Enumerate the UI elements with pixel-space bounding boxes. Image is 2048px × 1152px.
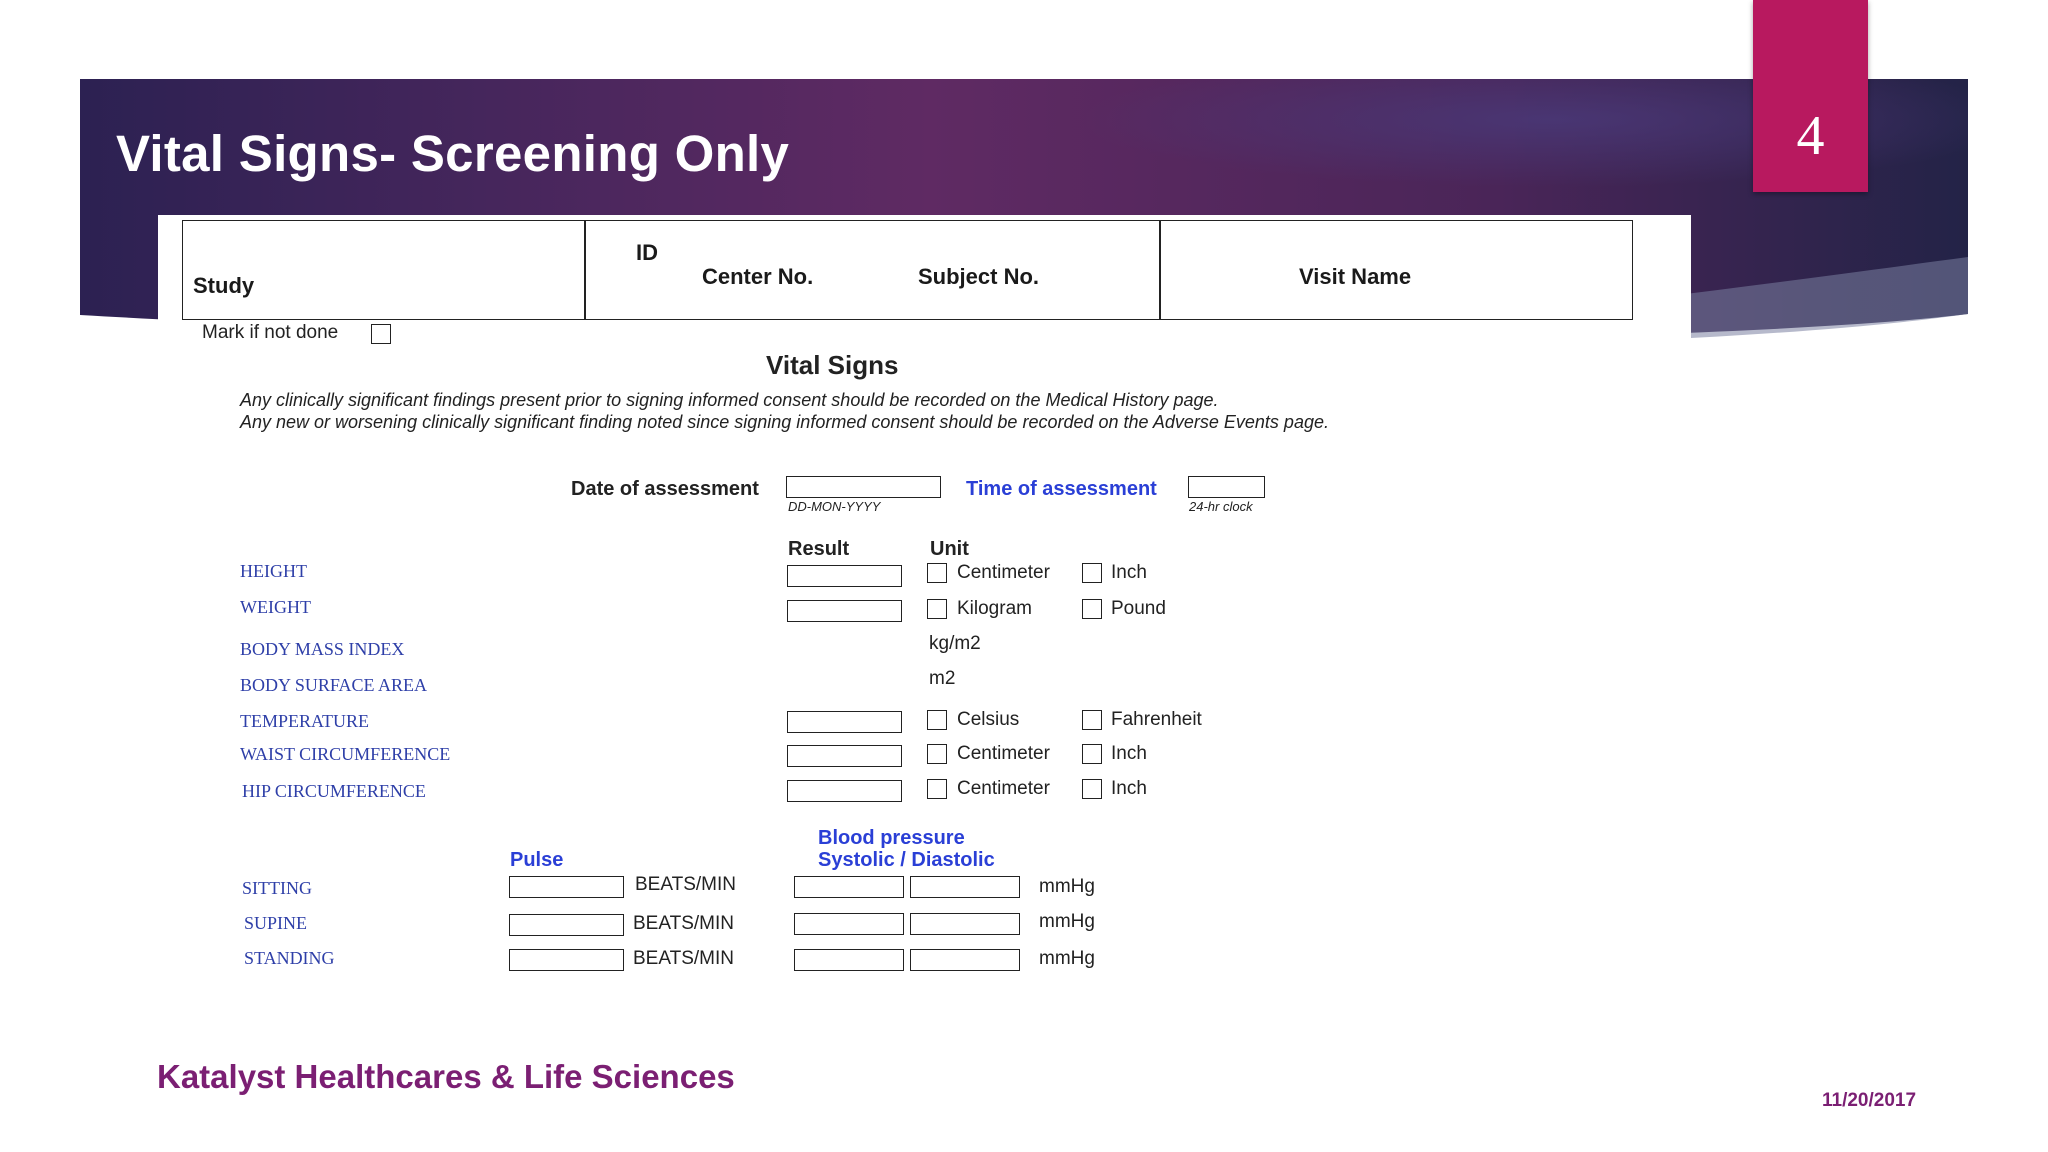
hip-inch-checkbox[interactable] <box>1082 779 1102 799</box>
position-label: SUPINE <box>244 913 308 933</box>
pulse-unit: BEATS/MIN <box>635 874 736 895</box>
supine-diastolic-input[interactable] <box>910 913 1020 935</box>
measurement-label: HIP CIRCUMFERENCE <box>242 781 426 801</box>
pulse-header: Pulse <box>510 849 564 871</box>
weight-pound-checkbox[interactable] <box>1082 599 1102 619</box>
supine-systolic-input[interactable] <box>794 913 904 935</box>
waist-inch-checkbox[interactable] <box>1082 744 1102 764</box>
position-label: STANDING <box>244 948 335 968</box>
bp-header-line2: Systolic / Diastolic <box>818 849 995 871</box>
bp-unit: mmHg <box>1039 911 1095 932</box>
footer-date: 11/20/2017 <box>1822 1090 1917 1111</box>
measurement-label: BODY SURFACE AREA <box>240 675 428 695</box>
measurement-label: HEIGHT <box>240 561 307 581</box>
measurement-label: TEMPERATURE <box>240 711 370 731</box>
header-divider <box>584 220 586 320</box>
instruction-line-2: Any new or worsening clinically significant finding noted since signing informed consent should be recorded on the Adverse Events page. <box>240 412 1329 432</box>
header-divider <box>1159 220 1161 320</box>
subject-no-label: Subject No. <box>918 264 1040 289</box>
pulse-unit: BEATS/MIN <box>633 948 734 969</box>
bp-unit: mmHg <box>1039 948 1095 969</box>
bp-unit: mmHg <box>1039 876 1095 897</box>
vital-signs-form <box>158 215 1691 1005</box>
measurement-label: WEIGHT <box>240 597 311 617</box>
sitting-pulse-input[interactable] <box>509 876 624 898</box>
measurement-label: BODY MASS INDEX <box>240 639 405 659</box>
unit-option-label: Kilogram <box>957 598 1032 619</box>
unit-option-label: Centimeter <box>957 743 1050 764</box>
date-input[interactable] <box>786 476 941 498</box>
slide-number: 4 <box>1796 105 1825 167</box>
temperature-celsius-checkbox[interactable] <box>927 710 947 730</box>
unit-option-label: Inch <box>1111 743 1147 764</box>
instruction-line-1: Any clinically significant findings present prior to signing informed consent should be recorded on the Medical History page. <box>240 390 1219 410</box>
standing-systolic-input[interactable] <box>794 949 904 971</box>
temperature-fahrenheit-checkbox[interactable] <box>1082 710 1102 730</box>
bsa-unit: m2 <box>929 668 956 689</box>
date-label: Date of assessment <box>571 478 759 500</box>
result-header: Result <box>788 538 850 560</box>
hip-centimeter-checkbox[interactable] <box>927 779 947 799</box>
waist-centimeter-checkbox[interactable] <box>927 744 947 764</box>
weight-kilogram-checkbox[interactable] <box>927 599 947 619</box>
section-title: Vital Signs <box>766 350 899 380</box>
temperature-result-input[interactable] <box>787 711 902 733</box>
unit-option-label: Fahrenheit <box>1111 709 1202 730</box>
center-no-label: Center No. <box>702 264 814 289</box>
hip-result-input[interactable] <box>787 780 902 802</box>
sitting-systolic-input[interactable] <box>794 876 904 898</box>
bp-header-line1: Blood pressure <box>818 827 965 849</box>
time-input[interactable] <box>1188 476 1265 498</box>
weight-result-input[interactable] <box>787 600 902 622</box>
unit-header: Unit <box>930 538 969 560</box>
unit-option-label: Centimeter <box>957 778 1050 799</box>
unit-option-label: Celsius <box>957 709 1020 730</box>
form-header-table <box>182 220 1633 320</box>
pulse-unit: BEATS/MIN <box>633 913 734 934</box>
slide-title: Vital Signs- Screening Only <box>116 125 790 182</box>
unit-option-label: Inch <box>1111 778 1147 799</box>
sitting-diastolic-input[interactable] <box>910 876 1020 898</box>
height-centimeter-checkbox[interactable] <box>927 563 947 583</box>
slide-number-tab <box>1753 0 1868 192</box>
height-result-input[interactable] <box>787 565 902 587</box>
bmi-unit: kg/m2 <box>929 633 981 654</box>
standing-diastolic-input[interactable] <box>910 949 1020 971</box>
study-label: Study <box>193 273 255 298</box>
not-done-checkbox[interactable] <box>371 324 391 344</box>
measurement-label: WAIST CIRCUMFERENCE <box>240 744 451 764</box>
id-label: ID <box>636 240 658 265</box>
unit-option-label: Inch <box>1111 562 1147 583</box>
date-format-hint: DD-MON-YYYY <box>788 499 881 514</box>
waist-result-input[interactable] <box>787 745 902 767</box>
standing-pulse-input[interactable] <box>509 949 624 971</box>
time-format-hint: 24-hr clock <box>1189 499 1253 514</box>
unit-option-label: Pound <box>1111 598 1166 619</box>
time-label: Time of assessment <box>966 478 1157 500</box>
position-label: SITTING <box>242 878 312 898</box>
footer-organization: Katalyst Healthcares & Life Sciences <box>157 1058 735 1095</box>
visit-name-label: Visit Name <box>1299 264 1412 289</box>
supine-pulse-input[interactable] <box>509 914 624 936</box>
mark-if-not-done-label: Mark if not done <box>202 322 339 343</box>
height-inch-checkbox[interactable] <box>1082 563 1102 583</box>
unit-option-label: Centimeter <box>957 562 1050 583</box>
